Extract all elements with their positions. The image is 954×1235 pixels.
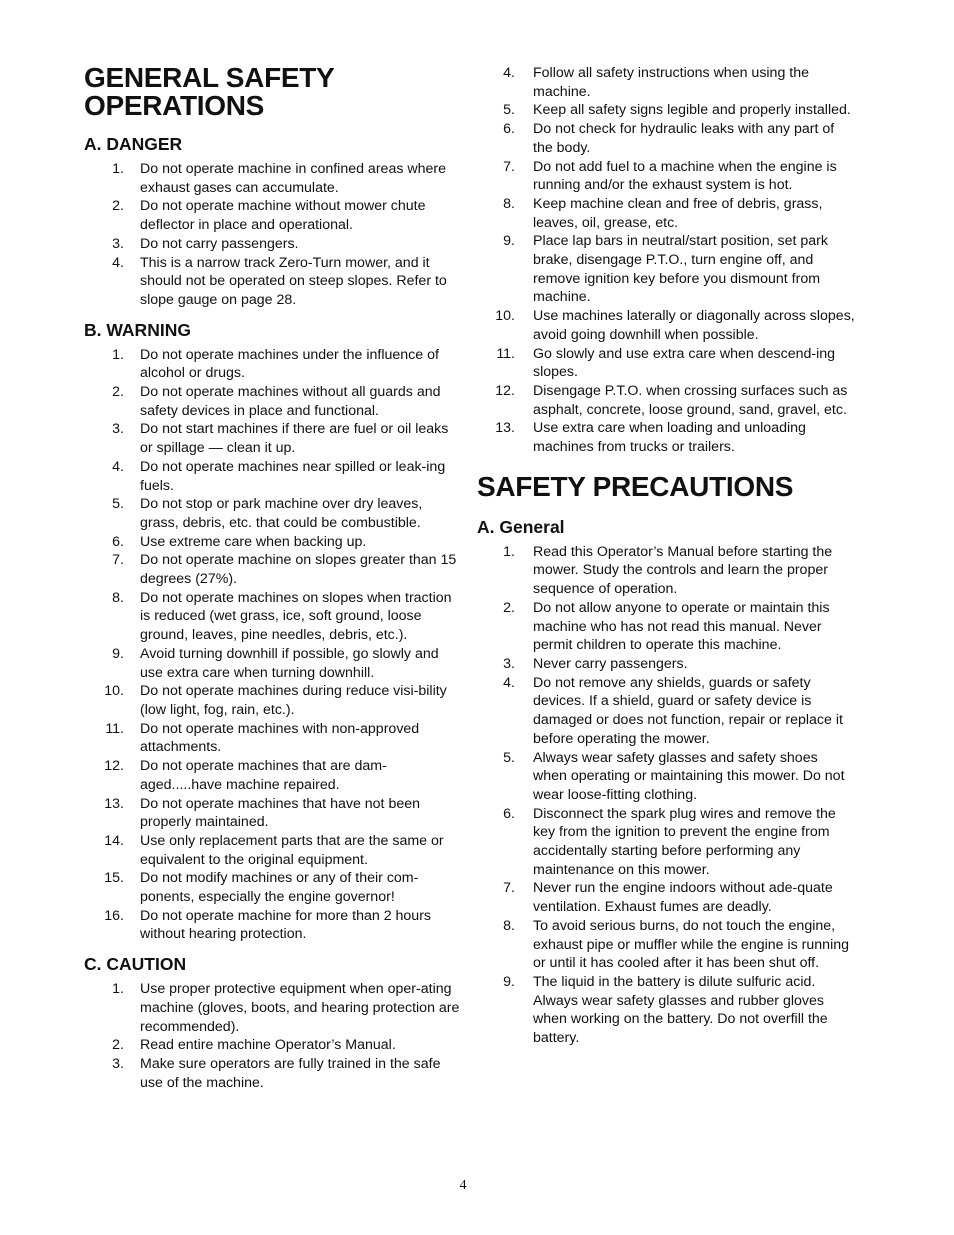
list-item-text: Follow all safety instructions when using the machine. [533, 65, 810, 100]
warning-section [84, 320, 462, 945]
list-item-text: This is a narrow track Zero-Turn mower, and it should not be operated on steep slopes. Refer to slope gauge on page 28. [140, 254, 447, 308]
list-item-text: Do not operate machines during reduce visi-bility (low light, fog, rain, etc.). [140, 683, 447, 718]
list-item-text: Use only replacement parts that are the same or equivalent to the original equipment. [140, 832, 444, 868]
list-item [477, 382, 855, 419]
list-item-text: Use extra care when loading and unloading machines from trucks or trailers. [533, 420, 806, 456]
list-item-number: 9. [112, 645, 124, 662]
list-item-number: 7. [503, 880, 515, 897]
list-item [84, 235, 462, 254]
list-item-number: 8. [112, 589, 124, 606]
list-item-text: Do not operate machine for more than 2 hours without hearing protection. [140, 907, 432, 943]
right-column [477, 64, 855, 1058]
list-item-number: 16. [104, 907, 124, 924]
list-item-text: Read entire machine Operator’s Manual. [140, 1037, 396, 1054]
list-item-text: Do not operate machines on slopes when traction is reduced (wet grass, ice, soft ground, loose ground, leaves, pine needles, debris, etc.). [140, 589, 452, 644]
list-item-number: 3. [112, 235, 124, 252]
list-item-number: 2. [503, 599, 515, 616]
left-column [84, 60, 462, 1102]
list-item-number: 3. [112, 1055, 124, 1072]
list-item-text: Do not carry passengers. [140, 235, 299, 252]
list-item-text: The liquid in the battery is dilute sulfuric acid. Always wear safety glasses and rubber gloves when working on the battery. Do not overfill the battery. [533, 973, 828, 1047]
list-item-number: 10. [104, 683, 124, 700]
list-item [477, 307, 855, 344]
danger-section [84, 134, 462, 310]
list-item-number: 7. [503, 158, 515, 175]
list-item-text: Place lap bars in neutral/start position, set park brake, disengage P.T.O., turn engine off, and remove ignition key before you dismount from machine. [533, 233, 828, 306]
list-item-text: Keep machine clean and free of debris, grass, leaves, oil, grease, etc. [533, 195, 823, 231]
list-item-number: 8. [503, 917, 515, 934]
list-item-number: 2. [112, 198, 124, 215]
list-item-text: Use machines laterally or diagonally across slopes, avoid going downhill when possible. [533, 308, 855, 343]
list-item [477, 232, 855, 307]
general-section [477, 517, 855, 1048]
list-item-text: Read this Operator’s Manual before starting the mower. Study the controls and learn the proper sequence of operation. [533, 543, 833, 598]
list-item [477, 917, 855, 973]
list-item [84, 757, 462, 794]
danger-heading: A. DANGER [84, 134, 183, 154]
page-number: 4 [459, 1178, 467, 1193]
list-item-number: 1. [503, 543, 515, 560]
list-item-text: Never carry passengers. [533, 655, 688, 672]
list-item [477, 101, 855, 120]
list-item [477, 655, 855, 674]
section-title-general-safety [84, 64, 462, 120]
list-item [84, 589, 462, 645]
list-item [84, 420, 462, 457]
warning-heading: B. WARNING [84, 319, 191, 340]
list-item [477, 805, 855, 880]
list-item-number: 2. [112, 384, 124, 401]
list-item [477, 749, 855, 805]
list-item-text: Never run the engine indoors without ade-quate ventilation. Exhaust fumes are deadly. [533, 880, 833, 916]
list-item-number: 12. [495, 382, 515, 399]
list-item-number: 4. [112, 254, 124, 271]
list-item-text: Do not add fuel to a machine when the engine is running and/or the exhaust system is hot. [533, 158, 837, 194]
general-list [477, 543, 855, 1048]
list-item-number: 12. [104, 758, 124, 775]
list-item-text: Do not operate machines that have not been properly maintained. [140, 795, 421, 831]
list-item-number: 9. [503, 973, 515, 990]
list-item [84, 869, 462, 906]
list-item-number: 13. [104, 795, 124, 812]
list-item-number: 5. [503, 749, 515, 766]
warning-list [84, 346, 462, 945]
list-item [84, 254, 462, 310]
list-item-text: Do not operate machine without mower chute deflector in place and operational. [140, 198, 426, 234]
title-line-2: OPERATIONS [84, 90, 265, 121]
list-item [477, 973, 855, 1048]
list-item [84, 832, 462, 869]
list-item [477, 543, 855, 599]
list-item [84, 795, 462, 832]
list-item-number: 3. [112, 421, 124, 438]
list-item-number: 9. [503, 233, 515, 250]
list-item-text: Do not operate machines near spilled or leak-ing fuels. [140, 458, 446, 494]
list-item [84, 907, 462, 944]
list-item-text: Disengage P.T.O. when crossing surfaces such as asphalt, concrete, loose ground, sand, gravel, etc. [533, 382, 848, 418]
list-item-number: 5. [112, 496, 124, 513]
caution-list-part-2 [477, 64, 855, 457]
danger-list [84, 160, 462, 310]
list-item-text: Do not operate machines under the influence of alcohol or drugs. [140, 346, 439, 382]
general-heading: A. General [477, 516, 565, 537]
list-item [477, 419, 855, 456]
list-item [84, 383, 462, 420]
list-item-number: 1. [112, 346, 124, 363]
list-item-text: Do not stop or park machine over dry leaves, grass, debris, etc. that could be combustible. [140, 496, 423, 531]
list-item-number: 2. [112, 1037, 124, 1054]
list-item-number: 6. [503, 121, 515, 138]
list-item-number: 11. [105, 720, 124, 737]
list-item-text: Do not allow anyone to operate or maintain this machine who has not read this manual. Never permit children to operate this machine. [533, 599, 830, 654]
list-item-number: 6. [503, 805, 515, 822]
list-item [477, 599, 855, 655]
list-item-text: To avoid serious burns, do not touch the engine, exhaust pipe or muffler while the engine is running or until it has cooled after it has been shut off. [533, 917, 849, 972]
list-item-number: 4. [503, 674, 515, 691]
list-item [84, 645, 462, 682]
list-item-text: Disconnect the spark plug wires and remove the key from the ignition to prevent the engine from accidentally starting before performing any maintenance on this mower. [533, 805, 836, 878]
list-item [84, 197, 462, 234]
list-item-text: Do not operate machine on slopes greater than 15 degrees (27%). [140, 552, 457, 588]
list-item [84, 495, 462, 532]
list-item-text: Do not operate machine in confined areas where exhaust gases can accumulate. [140, 161, 447, 196]
list-item-text: Always wear safety glasses and safety shoes when operating or maintaining this mower. Do not wear loose-fitting clothing. [533, 749, 845, 803]
list-item [84, 1036, 462, 1055]
list-item-text: Go slowly and use extra care when descend-ing slopes. [533, 345, 836, 381]
list-item-text: Do not check for hydraulic leaks with any part of the body. [533, 121, 835, 156]
list-item [477, 674, 855, 749]
list-item-number: 5. [503, 102, 515, 119]
list-item [477, 195, 855, 232]
caution-section-continued [477, 64, 855, 457]
title-line-1: GENERAL SAFETY [84, 62, 335, 93]
list-item [84, 458, 462, 495]
list-item-number: 1. [112, 161, 124, 177]
list-item [477, 64, 855, 101]
list-item [84, 720, 462, 757]
list-item-number: 14. [104, 832, 124, 849]
list-item [477, 345, 855, 382]
caution-section [84, 954, 462, 1092]
list-item-number: 11. [496, 345, 515, 362]
list-item-text: Use proper protective equipment when oper-ating machine (gloves, boots, and hearing protection are recommended). [140, 981, 460, 1035]
list-item [84, 551, 462, 588]
list-item-text: Keep all safety signs legible and properly installed. [533, 102, 851, 119]
list-item [84, 346, 462, 383]
list-item-number: 13. [495, 420, 515, 437]
list-item [84, 533, 462, 552]
list-item-number: 10. [495, 308, 515, 325]
list-item-number: 6. [112, 533, 124, 550]
section-title-safety-precautions: SAFETY PRECAUTIONS [477, 470, 794, 502]
list-item [84, 160, 462, 197]
caution-list-part-1 [84, 980, 462, 1092]
list-item-number: 4. [112, 458, 124, 475]
list-item-text: Do not remove any shields, guards or safety devices. If a shield, guard or safety device is damaged or does not function, repair or replace it before operating the mower. [533, 674, 843, 747]
list-item-number: 1. [112, 981, 124, 998]
list-item-text: Avoid turning downhill if possible, go slowly and use extra care when turning downhill. [140, 645, 439, 681]
list-item-number: 15. [104, 870, 124, 887]
list-item-text: Do not operate machines with non-approved attachments. [140, 720, 420, 756]
list-item-text: Do not operate machines that are dam-aged.....have machine repaired. [140, 758, 387, 793]
caution-heading: C. CAUTION [84, 954, 187, 975]
list-item [477, 879, 855, 916]
list-item-text: Do not operate machines without all guards and safety devices in place and functional. [140, 384, 441, 419]
list-item-text: Do not modify machines or any of their com-ponents, especially the engine governor! [140, 870, 419, 906]
list-item-number: 3. [503, 655, 515, 672]
list-item [84, 1055, 462, 1092]
list-item [84, 980, 462, 1036]
list-item-number: 8. [503, 195, 515, 212]
list-item-number: 7. [112, 552, 124, 569]
list-item [84, 682, 462, 719]
list-item [477, 158, 855, 195]
list-item [477, 120, 855, 157]
list-item-number: 4. [503, 65, 515, 81]
list-item-text: Make sure operators are fully trained in the safe use of the machine. [140, 1055, 441, 1091]
list-item-text: Use extreme care when backing up. [140, 533, 367, 550]
list-item-text: Do not start machines if there are fuel or oil leaks or spillage — clean it up. [140, 421, 449, 457]
